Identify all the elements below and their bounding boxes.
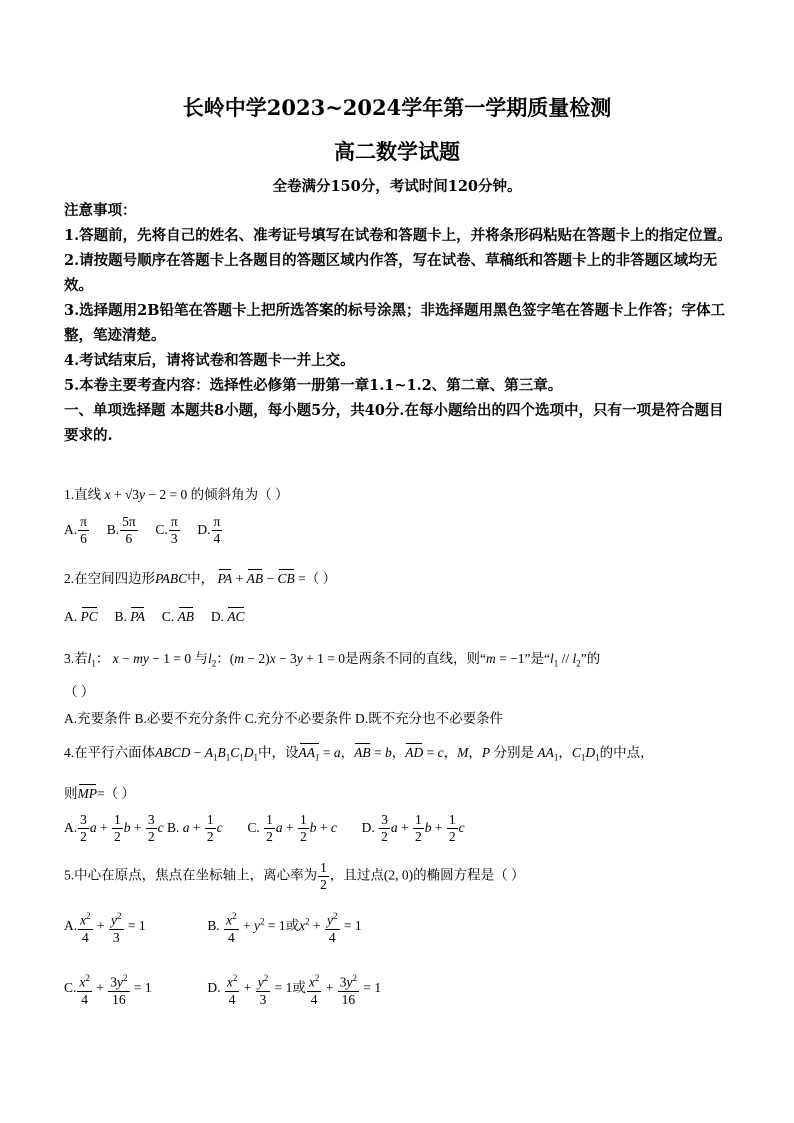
q1-stem-a: 1.直线 — [64, 487, 102, 502]
q4-stem-b: 中，设 — [258, 745, 299, 760]
q2-stem-b: 中， — [187, 571, 215, 586]
q5-stem-b: ，且过点 — [329, 867, 384, 883]
q4-option-a[interactable]: A. $\frac{3}{2}$ a + $\frac{1}{2}$ b + $\frac{3}{2}$ c — [64, 812, 164, 844]
q2-stem-a: 2.在空间四边形 — [64, 571, 156, 586]
q1-stem-b: 的倾斜角为（ ） — [190, 487, 289, 502]
q4-stem-a: 4.在平行六面体 — [64, 745, 156, 760]
q2-stem-c: =（ ） — [298, 571, 337, 586]
q3-stem-e: ”的 — [580, 651, 601, 666]
question-4-options — [64, 812, 744, 845]
q5-stem-a: 5.中心在原点，焦点在坐标轴上，离心率为 — [64, 867, 318, 883]
q5-option-a[interactable]: A. $\frac{x^2}{4}$ + $\frac{y^2}{3}$ = 1 — [64, 908, 204, 946]
question-3-options[interactable]: A.充要条件 B.必要不充分条件 C.充分不必要条件 D.既不充分也不必要条件 — [64, 711, 504, 726]
note-item-1: 1.答题前，先将自己的姓名、准考证号填写在试卷和答题卡上，并将条形码粘贴在答题卡上的指定位置。 — [64, 227, 732, 244]
q1-equation: x + √3y − 2 = 0 — [104, 487, 188, 502]
q4-stem-c: 分别是 — [493, 745, 535, 760]
q4-option-d[interactable]: D. $\frac{3}{2}$ a + $\frac{1}{2}$ b + $\frac{1}{2}$ c — [361, 812, 465, 844]
question-5-options-row1 — [64, 908, 744, 946]
question-3: 3.若$l_1$： x − my − 1 = 0 与$l_2$：(m − 2)x − 3y + 1 = 0是两条不同的直线，则“m = −1”是“$l_1 // l_2$”的 — [64, 651, 601, 669]
q5-option-c[interactable]: C. $\frac{x^2}{4}$ + $\frac{3y^2}{16}$ = 1 — [64, 970, 204, 1008]
question-1-options — [64, 514, 744, 547]
q1-option-b[interactable]: B. $\frac{5\pi}{6}$ — [106, 514, 136, 546]
q3-stem-b: 与 — [194, 651, 208, 666]
section-heading: 一、单项选择题 本题共8小题，每小题5分，共40分.在每小题给出的四个选项中，只有一项是符合题目要求的. — [64, 402, 724, 444]
q2-option-c[interactable]: C. AB — [161, 609, 195, 624]
q5-option-d[interactable]: D. $\frac{x^2}{4}$ + $\frac{y^2}{3}$ = 1或 $\frac{x^2}{4}$ + $\frac{3y^2}{16}$ = 1 — [207, 980, 381, 995]
question-2-options — [64, 609, 744, 625]
q5-stem-c: 的椭圆方程是（ ） — [413, 867, 525, 883]
q4-stem-e: 则 — [64, 786, 78, 801]
question-1 — [64, 483, 744, 503]
q1-option-a[interactable]: A. $\frac{\pi}{6}$ — [64, 514, 87, 546]
q4-option-b[interactable]: B. a + $\frac{1}{2}$ c — [167, 812, 223, 844]
note-item-3: 3.选择题用2B铅笔在答题卡上把所选答案的标号涂黑；非选择题用黑色签字笔在答题卡上作答；字体工整，笔迹清楚。 — [64, 302, 725, 344]
q1-option-c[interactable]: C. $\frac{\pi}{3}$ — [155, 514, 178, 546]
question-5-options-row2 — [64, 970, 744, 1008]
q2-expression: PA + AB − CB — [217, 571, 295, 586]
note-item-4: 4.考试结束后，请将试卷和答题卡一并上交。 — [64, 352, 355, 369]
q4-stem-f: =（ ） — [97, 786, 135, 801]
question-2 — [64, 567, 744, 587]
exam-subtitle: 高二数学试题 — [334, 139, 460, 164]
exam-title: 长岭中学2023~2024学年第一学期质量检测 — [182, 95, 612, 120]
note-item-2: 2.请按题号顺序在答题卡上各题目的答题区域内作答，写在试卷、草稿纸和答题卡上的非答题区域均无效。 — [64, 252, 718, 294]
q2-option-b[interactable]: B. PA — [114, 609, 146, 624]
notes-heading: 注意事项： — [64, 202, 137, 219]
question-4: 4.在平行六面体ABCD − $A_1B_1C_1D_1$中，设$AA_1 = a$，AB = b，AD = c，M，P 分别是 $AA_1$，$C_1D_1$的中点， — [64, 745, 654, 763]
q4-stem-d: 的中点， — [599, 745, 654, 760]
note-item-5: 5.本卷主要考查内容：选择性必修第一册第一章1.1~1.2、第二章、第三章。 — [64, 377, 563, 394]
q2-option-d[interactable]: D. AC — [210, 609, 245, 624]
q3-paren: （ ） — [64, 684, 95, 699]
q1-option-d[interactable]: D. $\frac{\pi}{4}$ — [197, 514, 221, 546]
q3-stem-d: ”是“ — [524, 651, 550, 666]
exam-info: 全卷满分150分，考试时间120分钟。 — [272, 178, 522, 195]
notes-section — [64, 198, 736, 448]
q2-option-a[interactable]: A. PC — [64, 609, 98, 624]
q3-stem: 3.若 — [64, 651, 88, 666]
q3-stem-c: 是两条不同的直线，则“ — [344, 651, 486, 666]
q2-pabc: PABC — [155, 571, 188, 586]
q5-option-b[interactable]: B. $\frac{x^2}{4}$ + $y^2 = 1$或$x^2$ + $\frac{y^2}{4}$ = 1 — [207, 918, 361, 933]
question-4-line2: 则MP=（ ） — [64, 786, 135, 801]
q4-option-c[interactable]: C. $\frac{1}{2}$ a + $\frac{1}{2}$ b + c — [247, 812, 337, 844]
question-5: 5.中心在原点，焦点在坐标轴上，离心率为 $\frac{1}{2}$ ，且过点(2, 0)的椭圆方程是（ ） — [64, 860, 525, 892]
